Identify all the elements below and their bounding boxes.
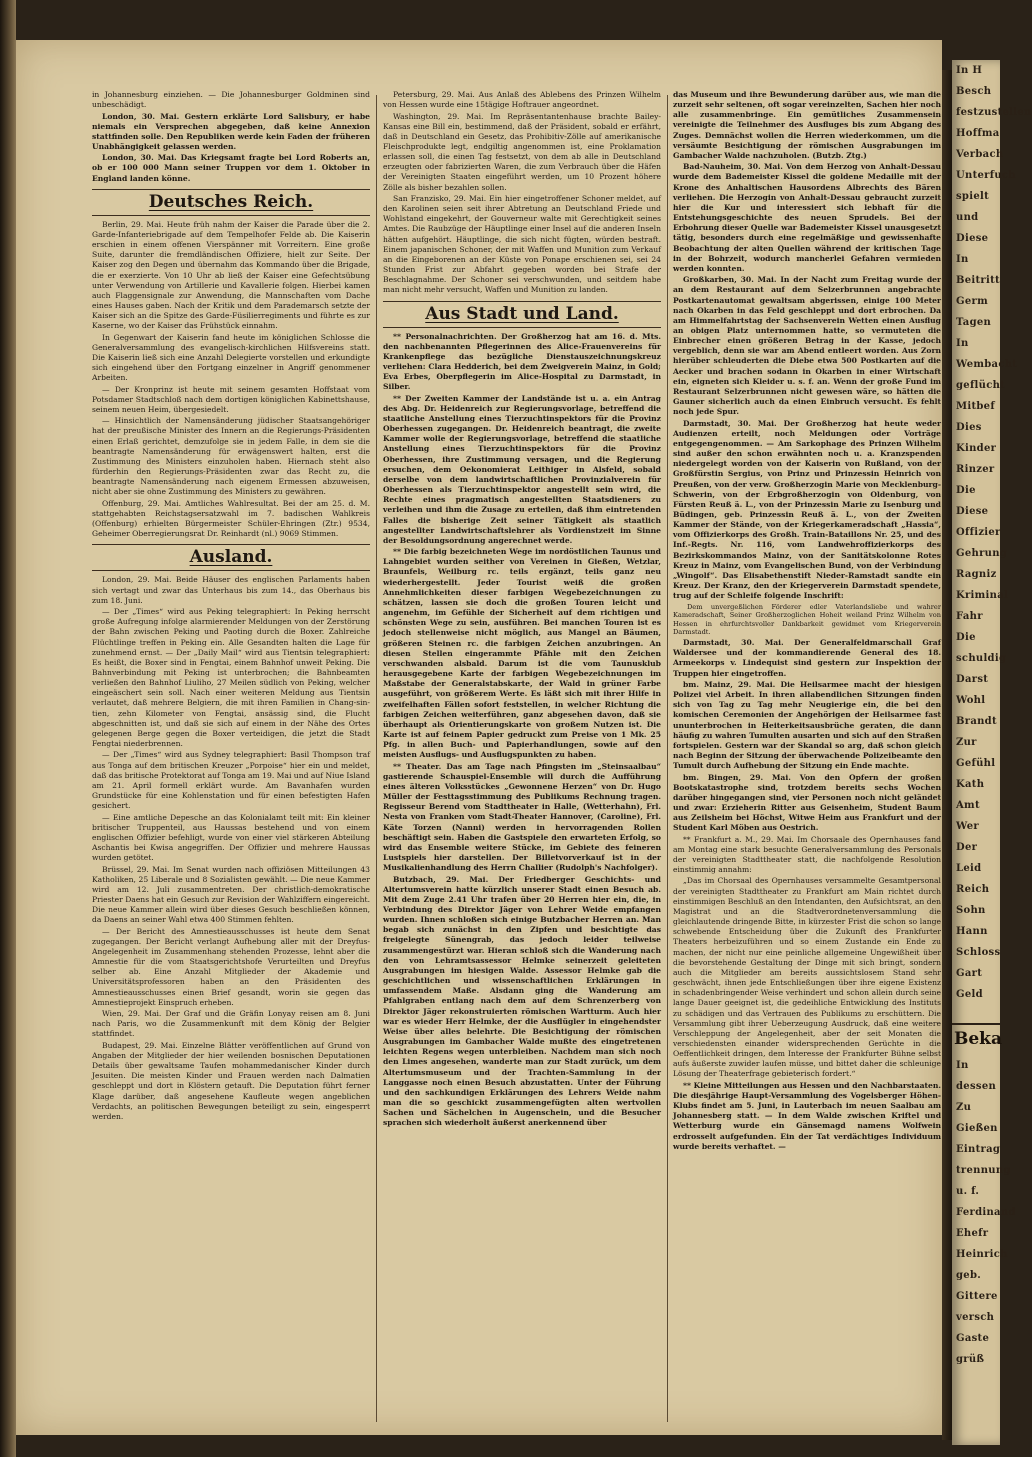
adjacent-page-line: Darst bbox=[956, 674, 989, 685]
article-paragraph: bm. Bingen, 29. Mai. Von den Opfern der großen Bootskatastrophe sind, trotzdem bereits sechs Wochen darüber hingegangen sind, vier Personen noch nicht geländet und zwar: Erzieherin Ritter aus Geisenheim, Student Baum aus Zeilsheim bei Höchst, Witwe Heim aus Frankfurt und der Student Karl Möben aus Oestrich. bbox=[673, 772, 941, 833]
adjacent-page-line: Gießen bbox=[956, 1123, 998, 1134]
page-edge bbox=[942, 70, 952, 1440]
article-paragraph: — Der „Times“ wird aus Sydney telegraphiert: Basil Thompson traf aus Tonga auf dem britischen Kreuzer „Porpoise“ hier ein und meldet, daß das britische Protektorat auf Tonga am 19. Mai und auf Niue Island am 21. April formell erklärt wurde. Am Bavanhafen wurden Grundstücke für eine Kohlenstation und für einen befestigten Hafen gesichert. bbox=[92, 750, 370, 811]
adjacent-page-line: geflücht bbox=[956, 380, 1006, 391]
column-1 bbox=[92, 90, 370, 1429]
adjacent-page-line: Gart bbox=[956, 968, 983, 979]
article-paragraph: ** Frankfurt a. M., 29. Mai. Im Chorsaale des Opernhauses fand am Montag eine stark besuchte Generalversammlung des Personals der vereinigten Stadttheater statt, die nachfolgende Resolution einstimmig annahm: bbox=[673, 834, 941, 875]
adjacent-page-line: Die bbox=[956, 632, 976, 643]
adjacent-page-line: Kinder bbox=[956, 443, 997, 454]
adjacent-page-line: Diese bbox=[956, 506, 989, 517]
adjacent-page-line: Wohl bbox=[956, 695, 986, 706]
adjacent-page-line: Amt bbox=[956, 800, 980, 811]
adjacent-page-line: Die bbox=[956, 485, 976, 496]
adjacent-page-line: Reich bbox=[956, 884, 990, 895]
article-paragraph: Wien, 29. Mai. Der Graf und die Gräfin Lonyay reisen am 8. Juni nach Paris, wo die Zusammenkunft mit dem König der Belgier stattfindet. bbox=[92, 1009, 370, 1039]
adjacent-page-line: Leid bbox=[956, 863, 982, 874]
article-paragraph: bm. Mainz, 29. Mai. Die Heilsarmee macht der hiesigen Polizei viel Arbeit. In ihren allabendlichen Sitzungen finden sich von Tag zu Tag mehr Neugierige ein, die bei den komischen Ceremonien der Angehörigen der Heilsarmee fast ununterbrochen in Heiterkeitsausbrüche geraten, die dann häufig zu wahren Tumulten ausarten und sich auf den Straßen fortspielen. Gestern war der Skandal so arg, daß schon gleich nach Beginn der Sitzung der überwachende Polizeibeamte den Tumult durch Aufhebung der Sitzung ein Ende machte. bbox=[673, 679, 941, 771]
article-paragraph: ** Theater. Das am Tage nach Pfingsten im „Steinsaalbau“ gastierende Schauspiel-Ensemble will durch die Aufführung eines älteren Volksstückes „Gewonnene Herzen“ von Dr. Hugo Müller der Festtagsstimmung des Publikums Rechnung tragen. Regisseur Berend vom Stadttheater in Halle, (Wetterhahn), Frl. Nesta von Franken vom Stadt-Theater Hannover, (Caroline), Frl. Käte Torzen (Nanni) werden in hervorragenden Rollen beschäftigt sein. Haben die Gastspiele den erwarteten Erfolg, so wird das Ensemble weitere Stücke, im Gebiete des feineren Lustspiels hier darstellen. Der Billetvorverkauf ist in der Musikalienhandlung des Herrn Challier (Rudolph's Nachfolger). bbox=[383, 761, 661, 873]
article-paragraph: in Johannesburg einziehen. — Die Johannesburger Goldminen sind unbeschädigt. bbox=[92, 90, 370, 110]
article-paragraph: In Gegenwart der Kaiserin fand heute im königlichen Schlosse die Generalversammlung des evangelisch-kirchlichen Hilfsvereins statt. Die Kaiserin ließ sich eine Anzahl Delegierte vorstellen und erkundigte sich eingehend über den Fortgang einzelner in Angriff genommener Arbeiten. bbox=[92, 332, 370, 383]
adjacent-page-line: Ferdinand bbox=[956, 1207, 1016, 1218]
adjacent-page-line: trennung bbox=[956, 1165, 1011, 1176]
article-paragraph: — Eine amtliche Depesche an das Kolonialamt teilt mit: Ein kleiner britischer Truppenteil, aus Haussas bestehend und von einem englischen Offizier befehligt, wurde von einer viel stärkeren Abteilung Aschantis bei Kwisa angegriffen. Der Offizier und mehrere Haussas wurden getötet. bbox=[92, 812, 370, 863]
section-heading-ausland: Ausland. bbox=[92, 544, 370, 571]
inscription-quote: Dem unvergeßlichen Förderer edler Vaterlandsliebe und wahrer Kameradschaft, Seiner Großherzoglichen Hoheit weiland Prinz Wilhelm von Hessen in ehrfurchtsvoller Dankbarkeit gewidmet vom Kriegerverein Darmstadt. bbox=[673, 602, 941, 637]
adjacent-page-line: Eintrag bbox=[956, 1144, 1001, 1155]
article-paragraph: San Franzisko, 29. Mai. Ein hier eingetroffener Schoner meldet, auf den Karolinen seien seit ihrer Abtretung an Deutschland Friede und Wohlstand eingekehrt, der Gouverneur walte mit Gerechtigkeit seines Amtes. Die Raubzüge der Häuptlinge einer Insel auf die anderen Inseln hätten aufgehört. Häuptlinge, die sich nicht fügten, würden bestraft. Einem japanischen Schoner, der mit Waffen und Munition zum Verkauf an die Eingeborenen an der Küste von Ponape erschienen sei, sei 24 Stunden Frist zur Abfahrt gegeben worden bei Strafe der Beschlagnahme. Der Schoner sei verschwunden, und seitdem habe man nicht mehr versucht, Waffen und Munition zu landen. bbox=[383, 193, 661, 295]
adjacent-page-line: Ragniz bbox=[956, 569, 997, 580]
section-heading-aus-stadt-und-land: Aus Stadt und Land. bbox=[383, 301, 661, 328]
article-paragraph: ** Die farbig bezeichneten Wege im nordöstlichen Taunus und Lahngebiet wurden seither von Vereinen in Gießen, Wetzlar, Braunfels, Weilburg rc. teils ergänzt, teils ganz neu wiederhergestellt. Jeder Tourist weiß die großen Annehmlichkeiten dieser farbigen Wegebezeichnungen zu schätzen, lassen sie doch die großen Touren leicht und angenehm, im Gefühle der Sicherheit auf dem richtigen und schönsten Wege zu sein, ausführen. Bei manchen Touren ist es jedoch stellenweise nicht möglich, aus Mangel an Bäumen, größeren Steinen rc. die farbigen Zeichen anzubringen. An diesen Stellen eingerammte Pfähle mit den Zeichen verschwanden alsbald. Darum ist die vom Taunusklub herausgegebene Karte der farbigen Wegebezeichnungen im Maßstabe der Generalstabskarte, der Wald in grüner Farbe ausgeführt, von größerem Werte. Es läßt sich mit ihrer Hilfe in zweifelhaften Fällen sofort feststellen, in welcher Richtung die farbigen Zeichen weiterführen, ganz abgesehen davon, daß sie überhaupt als Orientierungskarte von großem Nutzen ist. Die Karte ist auf feinem Papier gedruckt zum Preise von 1 Mk. 25 Pfg. in allen Buch- und Papierhandlungen, sowie auf den meisten Ausflugs- und Ausflugspunkten zu haben. bbox=[383, 547, 661, 760]
adjacent-page-line: Diese bbox=[956, 233, 989, 244]
adjacent-page-line: Rinzer bbox=[956, 464, 995, 475]
article-paragraph: Großkarben, 30. Mai. In der Nacht zum Freitag wurde der an dem Restaurant auf dem Selzerbrunnen angebrachte Postkartenautomat gewaltsam abgerissen, einige 100 Meter nach Okarben in das Feld geschleppt und dort erbrochen. Da am Himmelfahrtstag der Sachsenverein Wetten einen Ausflug an obigen Platz unternommen hatte, so vermuteten die Einbrecher einen größeren Betrag in der Kasse, jedoch vergeblich, denn sie war am Abend entleert worden. Aus Zorn hierüber schleuderten die Diebe etwa 500 Postkarten auf die Aecker und brachen sodann in Okarben in einer Wirtschaft ein, eigneten sich Kleider u. s. f. an. Wenn der große Fund im Restaurant Selzerbrunnen nicht gewesen wäre, so hätten die Gauner sicherlich auch da einen Einbruch versucht. Es fehlt noch jede Spur. bbox=[673, 275, 941, 417]
adjacent-page-line: In H bbox=[956, 65, 983, 76]
article-paragraph: Berlin, 29. Mai. Heute früh nahm der Kaiser die Parade über die 2. Garde-Infanteriebrigade auf dem Tempelhofer Felde ab. Die Kaiserin erschien in einem offenen Vierspänner mit Vorreitern. Eine große Suite, darunter die fremdländischen Offiziere, hielt zur Seite. Der Kaiser zog den Degen und übernahm das Kommando über die Brigade, die er exerzierte. Von 10 Uhr ab ließ der Kaiser eine Gefechtsübung unter Verwendung von Artillerie und Kavallerie folgen. Hierbei kamen auch Flaggensignale zur Anwendung, die Mannschaften vom Dache eines Hauses gaben. Nach der Kritik und dem Parademarsch setzte der Kaiser sich an die Spitze des Garde-Füsilierregiments und führte es zur Kaserne, wo der Kaiser das Frühstück einnahm. bbox=[92, 219, 370, 331]
adjacent-page-line: Heinrich bbox=[956, 1249, 1008, 1260]
article-paragraph: London, 29. Mai. Beide Häuser des englischen Parlaments haben sich vertagt und zwar das Unterhaus bis zum 14., das Oberhaus bis zum 18. Juni. bbox=[92, 575, 370, 605]
article-paragraph: Washington, 29. Mai. Im Repräsentantenhause brachte Bailey-Kansas eine Bill ein, bestimmend, daß der Präsident, sobald er erfährt, daß in Deutschland ein Gesetz, das Prohibitiv-Zölle auf amerikanische Fleischprodukte legt, endgiltig angenommen ist, eine Proklamation erlassen soll, die einen Tag festsetzt, von dem ab alle in Deutschland erzeugten oder fabrizierten Waren, die zum Verbrauch über die Häfen der Vereinigten Staaten eingeführt werden, um 10 Prozent höhere Zölle als bisher bezahlen sollen. bbox=[383, 111, 661, 192]
adjacent-page-line: spielt bbox=[956, 191, 990, 202]
adjacent-page-line: Verbach bbox=[956, 149, 1004, 160]
column-2 bbox=[383, 90, 661, 1429]
adjacent-page-line: Unterfuch bbox=[956, 170, 1016, 181]
adjacent-page-line: Schloss bbox=[956, 947, 1001, 958]
adjacent-page-line: grüß bbox=[956, 1354, 985, 1365]
column-rule bbox=[667, 95, 668, 1422]
adjacent-page-line: geb. bbox=[956, 1270, 982, 1281]
article-paragraph: Petersburg, 29. Mai. Aus Anlaß des Ablebens des Prinzen Wilhelm von Hessen wurde eine 15tägige Hoftrauer angeordnet. bbox=[383, 90, 661, 110]
adjacent-page-line: Gittere bbox=[956, 1291, 998, 1302]
adjacent-page-line: Gaste bbox=[956, 1333, 990, 1344]
adjacent-page-line: Besch bbox=[956, 86, 992, 97]
article-paragraph: Darmstadt, 30. Mai. Der Generalfeldmarschall Graf Waldersee und der kommandierende General des 18. Armeekorps v. Lindequist sind gestern zur Inspektion der Truppen hier eingetroffen. bbox=[673, 638, 941, 678]
adjacent-page-line: Hann bbox=[956, 926, 988, 937]
adjacent-page-line: Offizier bbox=[956, 527, 1001, 538]
section-heading-deutsches-reich: Deutsches Reich. bbox=[92, 189, 370, 216]
adjacent-page-line: Der bbox=[956, 842, 978, 853]
adjacent-page-line: Geld bbox=[956, 989, 983, 1000]
adjacent-page-line: Gehrung bbox=[956, 548, 1008, 559]
article-paragraph: ** Der Zweiten Kammer der Landstände ist u. a. ein Antrag des Abg. Dr. Heidenreich zur Regierungsvorlage, betreffend die staatliche Anstellung eines Tierzuchtinspektors für die Provinz Oberhessen zugegangen. Dr. Heidenreich beantragt, die zweite Kammer wolle der Regierungsvorlage, betreffend die staatliche Anstellung eines Tierzuchtinspektors für die Provinz Oberhessen, ihre Zustimmung versagen, und die Regierung ersuchen, dem Oekonomierat Leithiger in Alsfeld, sobald derselbe von dem landwirtschaftlichen Provinzialverein für Oberhessen als Tierzuchtinspektor angestellt sein wird, die Rechte eines pragmatisch angestellten Staatsdieners zu verleihen und ihm die Zusage zu erteilen, daß ihm eintretenden Falles die bisherige Zeit seiner Tätigkeit als staatlich angestellter Landwirtschaftslehrer als Vordienstzeit im Sinne der Besoldungsordnung angerechnet werde. bbox=[383, 393, 661, 545]
article-paragraph: London, 30. Mai. Gestern erklärte Lord Salisbury, er habe niemals ein Versprechen abgegeben, daß keine Annexion stattfinden solle. Den Republiken werde kein Faden der früheren Unabhängigkeit gelassen werden. bbox=[92, 111, 370, 151]
adjacent-page-line: u. f. bbox=[956, 1186, 980, 1197]
adjacent-page-line: versch bbox=[956, 1312, 995, 1323]
adjacent-page-line: Gefühl bbox=[956, 758, 996, 769]
article-paragraph: ** Kleine Mitteilungen aus Hessen und den Nachbarstaaten. Die diesjährige Haupt-Versammlung des Vogelsberger Höhen-Klubs findet am 5. Juni, in Lauterbach im neuen Saalbau am Johannesberg statt. — In dem Walde zwischen Kriftel und Wetterburg wurde ein Gänsemagd namens Wolfwein erdrosselt aufgefunden. Ein der Tat verdächtiges Individuum wurde bereits verhaftet. — bbox=[673, 1080, 941, 1151]
article-paragraph: Butzbach, 29. Mai. Der Friedberger Geschichts- und Altertumsverein hatte kürzlich unserer Stadt einen Besuch ab. Mit dem Zuge 2.41 Uhr trafen über 20 Herren hier ein, die, in Verbindung des Direktor Jäger von Lehrer Weide empfangen wurden. Ihnen schloßen sich einige Butzbacher Herren an. Man begab sich zunächst in den Zipfen und besichtigte das freigelegte Sünengrab, das jedoch leider teilweise zusammengestürzt war. Hieran schloß sich die Wanderung nach den von Lehramtsassessor Helmke seinerzeit geleiteten Ausgrabungen im hiesigen Walde. Assessor Helmke gab die geschichtlichen und wissenschaftlichen Erklärungen in umfassendem Maße. Alsdann ging die Wanderung am Pfahlgraben entlang nach dem auf dem Schrenzerberg von Direktor Jäger rekonstruierten römischen Wartturm. Auch hier war es wieder Herr Helmke, der die Ausflügler in eingehendster Weise über alles belehrte. Die Besichtigung der römischen Ausgrabungen im Gambacher Walde mußte des eingetretenen leichten Regens wegen unterbleiben. Nachdem man sich noch den Limes angesehen, wanderte man zur Stadt zurück, um dem Altertumsmuseum und der Trachten-Sammlung in der Langgasse noch einen Besuch abzustatten. Unter der Führung und den sachkundigen Erklärungen des Lehrers Weide nahm man die so geschickt zusammengefügten alten wertvollen Sachen und Sächelchen in Augenschein, und die Besucher sprachen sich wiederholt äußerst anerkennend über bbox=[383, 874, 661, 1128]
article-paragraph: ** Personalnachrichten. Der Großherzog hat am 16. d. Mts. den nachbenannten Pflegerinnen des Alice-Frauenvereins für Krankenpflege das bezügliche Dienstauszeichnungskreuz verliehen: Clara Hedderich, bei dem Zweigverein Mainz, in Gold; Eva Erbes, Oberpflegerin im Alice-Hospital zu Darmstadt, in Silber. bbox=[383, 331, 661, 392]
adjacent-page bbox=[952, 60, 1032, 1445]
adjacent-page-line: Dies bbox=[956, 422, 982, 433]
adjacent-page-line: Mitbef bbox=[956, 401, 995, 412]
article-paragraph: „Das im Chorsaal des Opernhauses versammelte Gesamtpersonal der vereinigten Stadttheater zu Frankfurt am Main richtet durch einstimmigen Beschluß an den Intendanten, den Aufsichtsrat, an den Magistrat und an die Stadtverordnetenversammlung die gleichlautende dringende Bitte, in kürzester Frist die schon so lange schwebende Entscheidung über die Zukunft des Frankfurter Theaters herbeizuführen und so einem Zustande ein Ende zu machen, der nicht nur eine peinliche allgemeine Ungewißheit über die bevorstehende Gestaltung der Dinge mit sich bringt, sondern auch die Mitglieder am bereits aussichtslosem Stand sehr geschwächt, ihnen jede Entschließungen über ihre eigene Existenz in schadenbringender Weise verhindert und schon allein durch seine lange Dauer geeignet ist, die gedeihliche Entwicklung des Instituts zu schädigen und das Vertrauen des Publikums zu erschüttern. Die Versammlung gibt ihrer Ueberzeugung Ausdruck, daß eine weitere Verschleppung der Angelegenheit, aber der seit Monaten die verschiedensten einander widersprechenden Gerüchte in die Oeffentlichkeit dringen, dem Interesse der Frankfurter Bühne selbst aufs äußerste zuwider laufen müsse, und bittet daher die schleunige Lösung der Theaterfrage gebieterisch fordert.“ bbox=[673, 876, 941, 1079]
article-paragraph: — Der „Times“ wird aus Peking telegraphiert: In Peking herrscht große Aufregung infolge alarmierender Meldungen von der Zerstörung der Bahn zwischen Peking und Paoting durch die Boxer. Zahlreiche Flüchtlinge treffen in Peking ein. Alle Gesandten halten die Lage für zunehmend ernst. — Der „Daily Mail“ wird aus Tientsin telegraphiert: Es heißt, die Boxer sind in Fengtai, einem Bahnhof unweit Peking. Die Bahnverbindung mit Peking ist unterbrochen; die Bahnbeamten verließen den Bahnhof Liuliho, 27 Meilen südlich von Peking, welcher eingeäschert sein soll. Nach einer weiteren Meldung aus Tientsin verlautet, daß mehrere Belgiern, die mit ihren Familien in Chang-sin-tien, zehn Kilometer von Fengtai, ansässig sind, die Flucht abgeschnitten ist, und daß sie sich auf einem in der Nähe des Ortes gelegenen Berge gegen die Boxer verteidigen, die jetzt die Stadt Fengtai niederbrennen. bbox=[92, 607, 370, 749]
adjacent-page-line: festzustellen bbox=[956, 107, 1032, 118]
article-paragraph: — Hinsichtlich der Namensänderung jüdischer Staatsangehöriger hat der preußische Minister des Innern an die Regierungs-Präsidenten einen Erlaß gerichtet, demzufolge sie in jedem Falle, in dem sie die beantragte Namensänderung für erwägenswert halten, erst die Zustimmung des Ministers einzuholen haben. Hiernach steht also fürderhin den Regierungs-Präsidenten zwar das Recht zu, die beantragte Namensänderung nach eigenem Ermessen abzuweisen, nicht aber sie ohne Zustimmung des Ministers zu gewähren. bbox=[92, 416, 370, 497]
adjacent-page-line: Wembacht bbox=[956, 359, 1018, 370]
article-paragraph: — Der Kronprinz ist heute mit seinem gesamten Hoffstaat vom Potsdamer Stadtschloß nach dem dortigen königlichen Kabinettshause, seinem neuen Heim, übergesiedelt. bbox=[92, 384, 370, 414]
article-paragraph: Darmstadt, 30. Mai. Der Großherzog hat heute weder Audienzen erteilt, noch Meldungen oder Vorträge entgegengenommen. — Am Sarkophage des Prinzen Wilhelm sind außer den schon erwähnten noch u. a. Kranzspenden niedergelegt worden von der Kaiserin von Rußland, von der Großfürstin Sergius, von Prinz und Prinzessin Heinrich von Preußen, von der verw. Großherzogin Marie von Mecklenburg-Schwerin, von der Erbgroßherzogin von Oldenburg, von Fürsten Reuß ä. L., von der Prinzessin Marie zu Isenburg und Büdingen, geb. Prinzessin Reuß ä. L., von der Zweiten Kammer der Stände, von der Kriegerkameradschaft „Hassia“, vom Offizierkorps des Großh. Train-Bataillons Nr. 25, und des Inf.-Regts. Nr. 116, vom Landwehroffizierkorps des Bezirkskommandos Mainz, von der Sanitätskolonne Rotes Kreuz in Mainz, vom Evangelischen Bund, von der Verbindung „Wingolf“. Das Elisabethenstift Nieder-Ramstadt sandte ein Kreuz. Der Kranz, den der Kriegerverein Darmstadt spendete, trug auf der Schleife folgende Inschrift: bbox=[673, 418, 941, 601]
adjacent-page-line: In bbox=[956, 254, 969, 265]
article-paragraph: das Museum und ihre Bewunderung darüber aus, wie man die zurzeit sehr seltenen, oft sogar vereinzelten, Sachen hier noch alle zusammenbringe. Ein gemütliches Zusammensein vereinigte die Teilnehmer des Ausfluges bis zum Abgang des Zuges. Demnächst wollen die Herren wiederkommen, um die versäumte Besichtigung der römischen Ausgrabungen im Gambacher Walde nachzuholen. (Butzb. Ztg.) bbox=[673, 90, 941, 160]
adjacent-page-line: Kath bbox=[956, 779, 985, 790]
article-paragraph: London, 30. Mai. Das Kriegsamt fragte bei Lord Roberts an, ob er 100 000 Mann seiner Truppen vor dem 1. Oktober in England landen könne. bbox=[92, 153, 370, 183]
column-3 bbox=[673, 90, 941, 1429]
adjacent-page-line: schuldig bbox=[956, 653, 1007, 664]
adjacent-page-line: Tagen bbox=[956, 317, 992, 328]
adjacent-page-line: Kriminal bbox=[956, 590, 1009, 601]
adjacent-page-line: Ehefr bbox=[956, 1228, 989, 1239]
book-binding bbox=[0, 0, 16, 1457]
article-paragraph: Brüssel, 29. Mai. Im Senat wurden nach offiziösen Mitteilungen 43 Katholiken, 25 Liberale und 8 Sozialisten gewählt. — Die neue Kammer wird am 12. Juli zusammentreten. Der christlich-demokratische Priester Daens hat ein Gesuch zur Revision der Wahlziffern eingereicht. Die neue Kammer allein wird über dieses Gesuch beschließen können, da Daens an seiner Wahl etwa 400 Stimmen fehlten. bbox=[92, 864, 370, 925]
adjacent-page-line: Brandt bbox=[956, 716, 997, 727]
article-paragraph: Bad-Nauheim, 30. Mai. Von dem Herzog von Anhalt-Dessau wurde dem Bademeister Kissel die goldene Medaille mit der Krone des Anhaltischen Hausordens Albrechts des Bären verliehen. Die Herzogin von Anhalt-Dessau gebraucht zurzeit hier die Kur und interessiert sich lebhaft für die Entstehungsgeschichte des neuen Sprudels. Bei der Erbohrung dieser Quelle war Bademeister Kissel unausgesetzt tätig, besonders durch eine regelmäßige und gewissenhafte Beobachtung der alten Quellen während der kritischen Tage in der Bohrzeit, wodurch mancherlei Gefahren vermieden werden konnten. bbox=[673, 162, 941, 273]
adjacent-page-line: In bbox=[956, 338, 969, 349]
adjacent-page-line: In bbox=[956, 1060, 969, 1071]
adjacent-page-line: Sohn bbox=[956, 905, 986, 916]
article-paragraph: Offenburg, 29. Mai. Amtliches Wahlresultat. Bei der am 25. d. M. stattgehabten Reichstagsersatzwahl im 7. badischen Wahlkreis (Offenburg) erhielten Bürgermeister Schüler-Ehringen (Ztr.) 9534, Geheimer Oberregierungsrat Dr. Reinhardt (nl.) 9069 Stimmen. bbox=[92, 498, 370, 539]
adjacent-page-heading: Beka bbox=[952, 1023, 1000, 1049]
adjacent-page-line: und bbox=[956, 212, 979, 223]
article-paragraph: — Der Bericht des Amnestieausschusses ist heute dem Senat zugegangen. Der Bericht verlangt Aufhebung aller mit der Dreyfus-Angelegenheit im Zusammenhang stehenden Prozesse, lehnt aber die Amnestie für die vom Staatsgerichtshofe Verurteilten und Dreyfus selber ab. Eine Anzahl Mitglieder der Akademie und Universitätsprofessoren haben an den Präsidenten des Amnestieausschusses einen Brief gesandt, worin sie gegen das Amnestieprojekt Einspruch erheben. bbox=[92, 926, 370, 1007]
adjacent-page-line: dessen bbox=[956, 1081, 997, 1092]
adjacent-page-line: Beitritt bbox=[956, 275, 1000, 286]
adjacent-page-line: Zur bbox=[956, 737, 977, 748]
adjacent-page-line: Zu bbox=[956, 1102, 972, 1113]
adjacent-page-line: Hoffma bbox=[956, 128, 1000, 139]
adjacent-page-line: Germ bbox=[956, 296, 988, 307]
column-rule bbox=[376, 95, 377, 1422]
adjacent-page-line: Fahr bbox=[956, 611, 983, 622]
article-paragraph: Budapest, 29. Mai. Einzelne Blätter veröffentlichen auf Grund von Angaben der Mitglieder der hier weilenden bosnischen Deputationen Details über gewaltsame Taufen mohammedanischer Kinder durch Jesuiten. Die meisten Kinder und Frauen werden nach Dalmatien geschleppt und dort in Klöstern getauft. Die Deputation führt ferner Klage darüber, daß angesehene Kaufleute wegen angeblichen Verdachts, an politischen Bewegungen beteiligt zu sein, eingesperrt werden. bbox=[92, 1040, 370, 1121]
adjacent-page-line: Wer bbox=[956, 821, 979, 832]
